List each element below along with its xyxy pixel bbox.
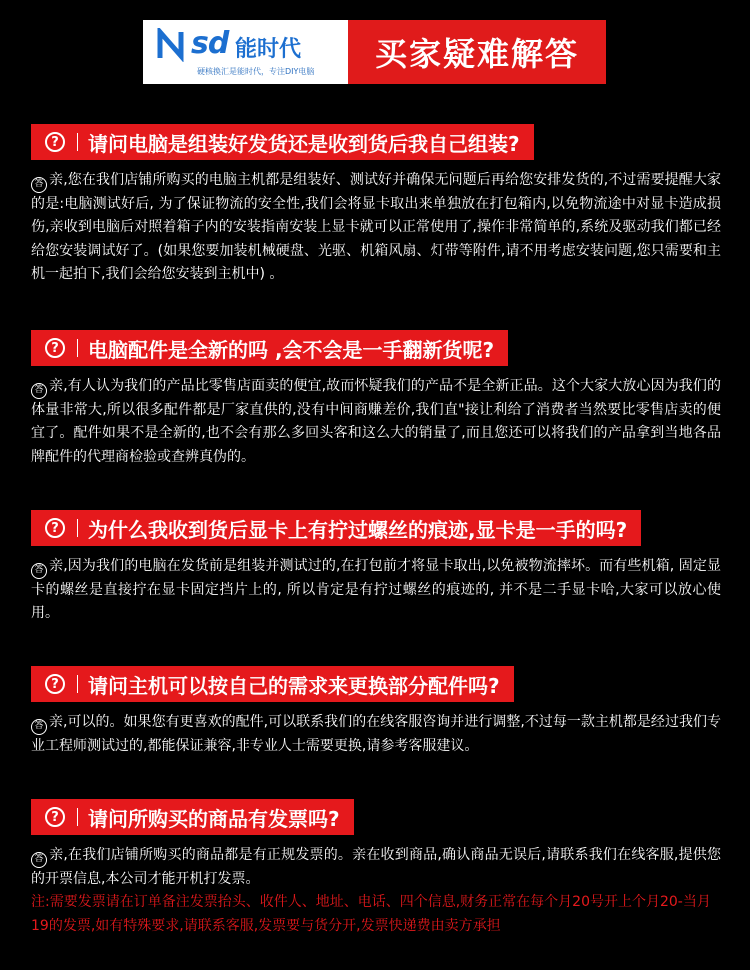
answer-text: 亲,有人认为我们的产品比零售店面卖的便宜,故而怀疑我们的产品不是全新正品。这个大家大放心因为我们的体量非常大,所以很多配件都是厂家直供的,没有中间商赚差价,我们直"接让利给了消费者当然要比零售店卖的便宜了。配件如果不是全新的,也不会有那么多回头客和这么大的销量了,而且您还可以将我们的产品拿到当地各品牌配件的代理商检验或查辨真伪的。 xyxy=(31,378,721,465)
question-text: 为什么我收到货后显卡上有拧过螺丝的痕迹,显卡是一手的吗? xyxy=(88,517,628,542)
answer-icon: 答 xyxy=(31,852,47,868)
answer-icon: 答 xyxy=(31,719,47,735)
answer-text: 亲,您在我们店铺所购买的电脑主机都是组装好、测试好并确保无问题后再给您安排发货的,不过需要提醒大家的是:电脑测试好后, 为了保证物流的安全性,我们会将显卡取出来单独放在打包箱内,以免物流途中对显卡造成损伤,亲收到电脑后对照着箱子内的安装指南安装上显卡就可以正常使用了,操作非常简单的,系统及驱动我们都已经给您安装调试好了。(如果您要加装机械硬盘、光驱、机箱风扇、灯带等附件,请不用考虑安装问题,您只需要和主机一起拍下,我们会给您安装到主机中) 。 xyxy=(31,172,722,283)
question-bar xyxy=(31,799,354,835)
qa-item-2 xyxy=(31,330,721,469)
answer-text: 亲,在我们店铺所购买的商品都是有正规发票的。亲在收到商品,确认商品无误后,请联系我们在线客服,提供您的开票信息,本公司才能开机打发票。 xyxy=(31,847,721,887)
divider xyxy=(77,133,78,151)
invoice-note: 注:需要发票请在订单备注发票抬头、收件人、地址、电话、四个信息,财务正常在每个月20号开上个月20-当月19的发票,如有特殊要求,请联系客服,发票要与货分开,发票快递费由卖方承担 xyxy=(31,894,711,934)
divider xyxy=(77,808,78,826)
answer xyxy=(31,375,721,469)
question-text: 请问主机可以按自己的需求来更换部分配件吗? xyxy=(88,673,500,698)
answer-icon: 答 xyxy=(31,383,47,399)
question-text: 请问电脑是组装好发货还是收到货后我自己组装? xyxy=(88,131,520,156)
logo-n-icon xyxy=(157,28,187,62)
page-title: 买家疑难解答 xyxy=(348,20,606,84)
divider xyxy=(77,519,78,537)
answer xyxy=(31,169,721,287)
question-bar xyxy=(31,124,534,160)
question-icon: ? xyxy=(45,674,65,694)
answer-icon: 答 xyxy=(31,177,47,193)
question-bar xyxy=(31,666,514,702)
answer-text: 亲,可以的。如果您有更喜欢的配件,可以联系我们的在线客服咨询并进行调整,不过每一款主机都是经过我们专业工程师测试过的,都能保证兼容,非专业人士需要更换,请参考客服建议。 xyxy=(31,714,721,754)
question-text: 请问所购买的商品有发票吗? xyxy=(88,806,340,831)
question-bar xyxy=(31,330,508,366)
question-icon: ? xyxy=(45,132,65,152)
answer-icon: 答 xyxy=(31,563,47,579)
qa-item-3 xyxy=(31,510,721,626)
question-icon: ? xyxy=(45,518,65,538)
answer xyxy=(31,711,721,758)
divider xyxy=(77,339,78,357)
qa-item-1 xyxy=(31,124,721,287)
header xyxy=(143,20,606,84)
answer xyxy=(31,844,721,891)
logo-text: sd xyxy=(191,26,229,61)
logo-tagline: 硬核换汇是能时代，专注DIY电脑 xyxy=(197,67,315,76)
qa-item-4 xyxy=(31,666,721,758)
logo-cn: 能时代 xyxy=(235,37,302,62)
question-icon: ? xyxy=(45,807,65,827)
divider xyxy=(77,675,78,693)
question-icon: ? xyxy=(45,338,65,358)
answer xyxy=(31,555,721,626)
question-bar xyxy=(31,510,641,546)
logo xyxy=(143,20,348,84)
answer-text: 亲,因为我们的电脑在发货前是组装并测试过的,在打包前才将显卡取出,以免被物流摔坏。而有些机箱, 固定显卡的螺丝是直接拧在显卡固定挡片上的, 所以肯定是有拧过螺丝的痕迹的, 并不是二手显卡哈,大家可以放心使用。 xyxy=(31,558,721,622)
qa-item-5 xyxy=(31,799,721,938)
question-text: 电脑配件是全新的吗 ,会不会是一手翻新货呢? xyxy=(88,337,495,362)
